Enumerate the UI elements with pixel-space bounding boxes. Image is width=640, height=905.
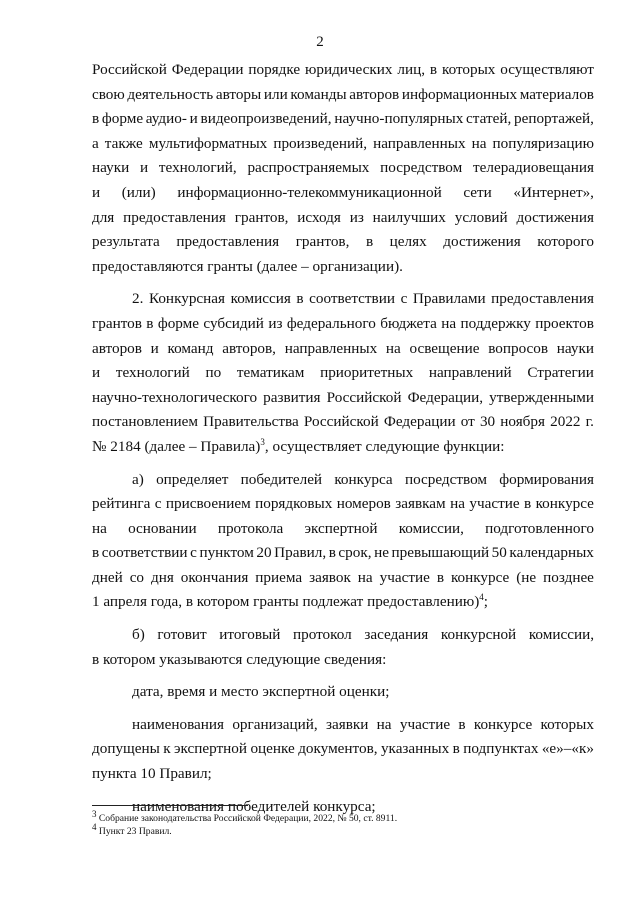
word: в: [365, 233, 374, 251]
word: тематикам: [236, 364, 305, 382]
text-line: [92, 386, 594, 411]
word: определяет: [156, 470, 229, 488]
word: готовит: [157, 626, 207, 644]
word: на: [450, 495, 465, 513]
word: посредством: [380, 159, 463, 177]
word: утвержденными: [489, 388, 594, 406]
word: в: [296, 290, 304, 308]
word: 30: [479, 413, 496, 431]
word: заявкам: [395, 495, 446, 513]
word: направленных: [284, 339, 378, 357]
text-line: [92, 623, 594, 648]
word: порядковых: [255, 495, 333, 513]
text-line: [92, 648, 594, 673]
footnote-separator: [92, 805, 248, 806]
word: популяризацию: [492, 134, 594, 152]
word: документов,: [298, 740, 378, 758]
word: «е»–«к»: [541, 740, 594, 758]
word: бюджета: [380, 314, 437, 332]
word: которого: [537, 233, 594, 251]
word: Российской: [303, 413, 379, 431]
text-line: [92, 156, 594, 181]
word: аудио-: [145, 110, 187, 128]
word: поддержку: [460, 314, 531, 332]
paragraph-item-a: [92, 468, 594, 616]
word: порядке: [248, 61, 301, 78]
word: участие: [399, 715, 451, 733]
word: видеопроизведений,: [200, 110, 332, 128]
word: распространяемых: [247, 159, 370, 177]
word: с: [154, 495, 162, 513]
text-line: [92, 206, 594, 231]
word: технологий,: [158, 159, 237, 177]
word: достижения: [443, 233, 521, 251]
word: которых: [441, 61, 496, 78]
word: науки: [556, 339, 594, 357]
word: телерадиовещания: [473, 159, 594, 177]
word: 50: [491, 544, 507, 562]
footnote-ref-4: 4: [479, 592, 484, 603]
text-line-content: предоставляются гранты (далее – организации).: [92, 257, 403, 275]
word: итоговый: [219, 626, 281, 644]
word: грантов,: [234, 208, 289, 226]
word: с: [190, 544, 197, 562]
word: статей,: [466, 110, 512, 128]
word: не: [374, 544, 389, 562]
word: а: [92, 134, 99, 152]
text-line: [92, 468, 594, 493]
text-line: [92, 181, 594, 206]
word: конкурсе: [535, 495, 594, 513]
word: допущены: [92, 740, 160, 758]
text-line: [92, 566, 594, 591]
word: направленных: [373, 134, 466, 152]
word: формирования: [499, 470, 594, 488]
word: авторов,: [222, 339, 276, 357]
word: команд: [167, 339, 214, 357]
word: проектов: [535, 314, 594, 332]
word: календарных: [509, 544, 594, 562]
text-line-content: наименования победителей конкурса;: [132, 797, 376, 815]
word: на: [385, 339, 401, 357]
word: на: [376, 715, 392, 733]
word: предоставления: [123, 208, 226, 226]
word: г.: [585, 413, 594, 431]
word: субсидий: [203, 314, 264, 332]
word: заявки: [325, 715, 369, 733]
word: и: [150, 339, 159, 357]
word: пунктом: [199, 544, 254, 562]
word: окончания: [180, 568, 249, 586]
text-line: [92, 492, 594, 517]
word: Федерации: [171, 61, 244, 78]
text-line-content: в котором указываются следующие сведения:: [92, 650, 387, 668]
text-line: [92, 410, 594, 435]
text-line: [92, 255, 594, 280]
word: предоставления: [176, 233, 280, 251]
text-line-content: , осуществляет следующие функции:: [264, 437, 505, 455]
paragraph-organizations-definition: [92, 58, 594, 279]
footnotes: [92, 808, 594, 838]
word: Правил,: [274, 544, 327, 562]
word: Правительства: [203, 413, 299, 431]
document-body: [92, 58, 594, 819]
word: развития: [263, 388, 321, 406]
word: и: [189, 110, 198, 128]
word: (или): [121, 183, 156, 201]
word: вопросов: [488, 339, 549, 357]
word: дня: [150, 568, 174, 586]
word: деятельность: [127, 85, 214, 103]
word: наименования: [132, 715, 225, 733]
text-line: [92, 590, 594, 615]
word: освещение: [409, 339, 480, 357]
word: комиссия: [230, 290, 291, 308]
text-line-content: № 2184 (далее – Правила): [92, 437, 261, 455]
word: федерального: [286, 314, 376, 332]
paragraph-admitted-organizations: [92, 713, 594, 787]
word: сети: [463, 183, 492, 201]
word: заявок: [309, 568, 351, 586]
word: в: [92, 544, 100, 562]
word: протокола: [217, 519, 284, 537]
text-line: [92, 762, 594, 787]
word: срок,: [338, 544, 372, 562]
word: Российской: [92, 61, 167, 78]
word: в: [458, 715, 466, 733]
text-line: [92, 287, 594, 312]
word: приема: [255, 568, 303, 586]
word: указанных: [380, 740, 450, 758]
word: «Интернет»,: [513, 183, 594, 201]
word: Стратегии: [527, 364, 594, 382]
text-line: [92, 230, 594, 255]
word: от: [460, 413, 475, 431]
word: соответствии: [309, 290, 395, 308]
word: к: [163, 740, 171, 758]
text-line: [92, 517, 594, 542]
word: комиссии,: [528, 626, 594, 644]
word: достижения: [516, 208, 594, 226]
word: дней: [92, 568, 123, 586]
text-line: [92, 132, 594, 157]
word: конкурсной: [440, 626, 517, 644]
word: Федерации: [383, 413, 456, 431]
text-line: [92, 713, 594, 738]
text-line: [92, 83, 594, 108]
word: произведений,: [273, 134, 368, 152]
word: технологий: [115, 364, 190, 382]
word: участие: [379, 568, 430, 586]
word: присвоением: [165, 495, 251, 513]
word: свою: [92, 85, 125, 103]
word: подготовленного: [485, 519, 594, 537]
word: форме: [157, 314, 200, 332]
word: для: [92, 208, 115, 226]
word: информационно-телекоммуникационной: [177, 183, 442, 201]
word: со: [129, 568, 145, 586]
word: в: [328, 544, 336, 562]
word: информационных: [401, 85, 518, 103]
word: авторы: [215, 85, 262, 103]
word: в: [452, 740, 460, 758]
text-line: [92, 541, 594, 566]
word: целях: [389, 233, 427, 251]
text-line: [92, 58, 594, 83]
word: ноября: [500, 413, 545, 431]
text-line-content: ;: [483, 593, 489, 611]
footnote-mark-4: 4: [92, 821, 97, 832]
word: на: [441, 314, 457, 332]
word: основании: [128, 519, 197, 537]
word: также: [104, 134, 143, 152]
word: материалов: [519, 85, 594, 103]
paragraph-item-b: [92, 623, 594, 672]
word: наилучших: [372, 208, 446, 226]
footnote-4: [92, 821, 594, 838]
word: конкурсе: [450, 568, 510, 586]
word: авторов: [349, 85, 400, 103]
paragraph-commission-functions: [92, 287, 594, 459]
word: исходя: [297, 208, 341, 226]
word: превышающий: [391, 544, 490, 562]
text-line: [92, 737, 594, 762]
word: на: [471, 134, 487, 152]
word: которых: [540, 715, 594, 733]
word: грантов,: [295, 233, 350, 251]
word: предоставления: [491, 290, 594, 308]
word: 2.: [132, 290, 144, 308]
word: приоритетных: [320, 364, 414, 382]
word: лиц,: [397, 61, 426, 78]
word: Правилами: [412, 290, 486, 308]
word: осуществляют: [500, 61, 594, 78]
word: в: [92, 110, 100, 128]
word: б): [132, 626, 145, 644]
footnote-text-4: Пункт 23 Правил.: [96, 826, 172, 837]
word: в: [436, 568, 444, 586]
footnote-ref-3: 3: [260, 436, 265, 447]
word: научно-технологического: [92, 388, 258, 406]
word: а): [132, 470, 144, 488]
word: из: [349, 208, 364, 226]
text-line-content: 1 апреля года, в котором гранты подлежат предоставлению): [92, 593, 480, 611]
word: Российской: [326, 388, 402, 406]
word: заседания: [364, 626, 429, 644]
footnote-3: [92, 808, 594, 825]
word: грантов: [92, 314, 142, 332]
page-number: 2: [316, 34, 324, 50]
word: научно-популярных: [334, 110, 464, 128]
word: экспертной: [304, 519, 378, 537]
text-line: [92, 435, 594, 460]
word: посредством: [404, 470, 488, 488]
word: номеров: [336, 495, 391, 513]
footnote-mark-3: 3: [92, 808, 97, 819]
word: конкурса: [334, 470, 393, 488]
word: организаций,: [232, 715, 318, 733]
word: позднее: [543, 568, 594, 586]
text-line-content: дата, время и место экспертной оценки;: [132, 683, 390, 701]
text-line-content: пункта 10 Правил;: [92, 765, 212, 783]
word: репортажей,: [514, 110, 594, 128]
footnote-text-3: Собрание законодательства Российской Федерации, 2022, № 50, ст. 8911.: [96, 813, 398, 824]
word: результата: [92, 233, 160, 251]
word: направлений: [428, 364, 512, 382]
word: победителей: [240, 470, 323, 488]
text-line: [92, 107, 594, 132]
word: соответствии: [101, 544, 188, 562]
word: 2022: [550, 413, 581, 431]
text-line: [92, 337, 594, 362]
word: на: [92, 519, 107, 537]
word: Конкурсная: [148, 290, 226, 308]
text-line: [92, 312, 594, 337]
word: участие: [469, 495, 520, 513]
word: по: [205, 364, 222, 382]
word: или: [263, 85, 288, 103]
word: рейтинга: [92, 495, 151, 513]
word: науки: [92, 159, 130, 177]
word: в: [429, 61, 438, 78]
word: оценке: [250, 740, 295, 758]
word: юридических: [305, 61, 393, 78]
word: постановлением: [92, 413, 199, 431]
word: комиссии,: [398, 519, 464, 537]
word: и: [92, 183, 101, 201]
word: форме: [101, 110, 144, 128]
paragraph-date-time-place: [92, 680, 594, 705]
word: подпунктах: [463, 740, 539, 758]
word: экспертной: [174, 740, 248, 758]
word: на: [357, 568, 373, 586]
word: в: [524, 495, 532, 513]
word: мультиформатных: [148, 134, 268, 152]
word: команды: [290, 85, 347, 103]
word: из: [268, 314, 283, 332]
word: условий: [454, 208, 508, 226]
word: 20: [256, 544, 272, 562]
word: протокол: [293, 626, 352, 644]
word: в: [146, 314, 154, 332]
text-line: [92, 361, 594, 386]
word: авторов: [92, 339, 142, 357]
word: Федерации,: [407, 388, 484, 406]
word: (не: [516, 568, 537, 586]
word: и: [92, 364, 101, 382]
word: и: [139, 159, 149, 177]
word: с: [400, 290, 408, 308]
text-line: [92, 680, 594, 705]
word: конкурсе: [473, 715, 533, 733]
